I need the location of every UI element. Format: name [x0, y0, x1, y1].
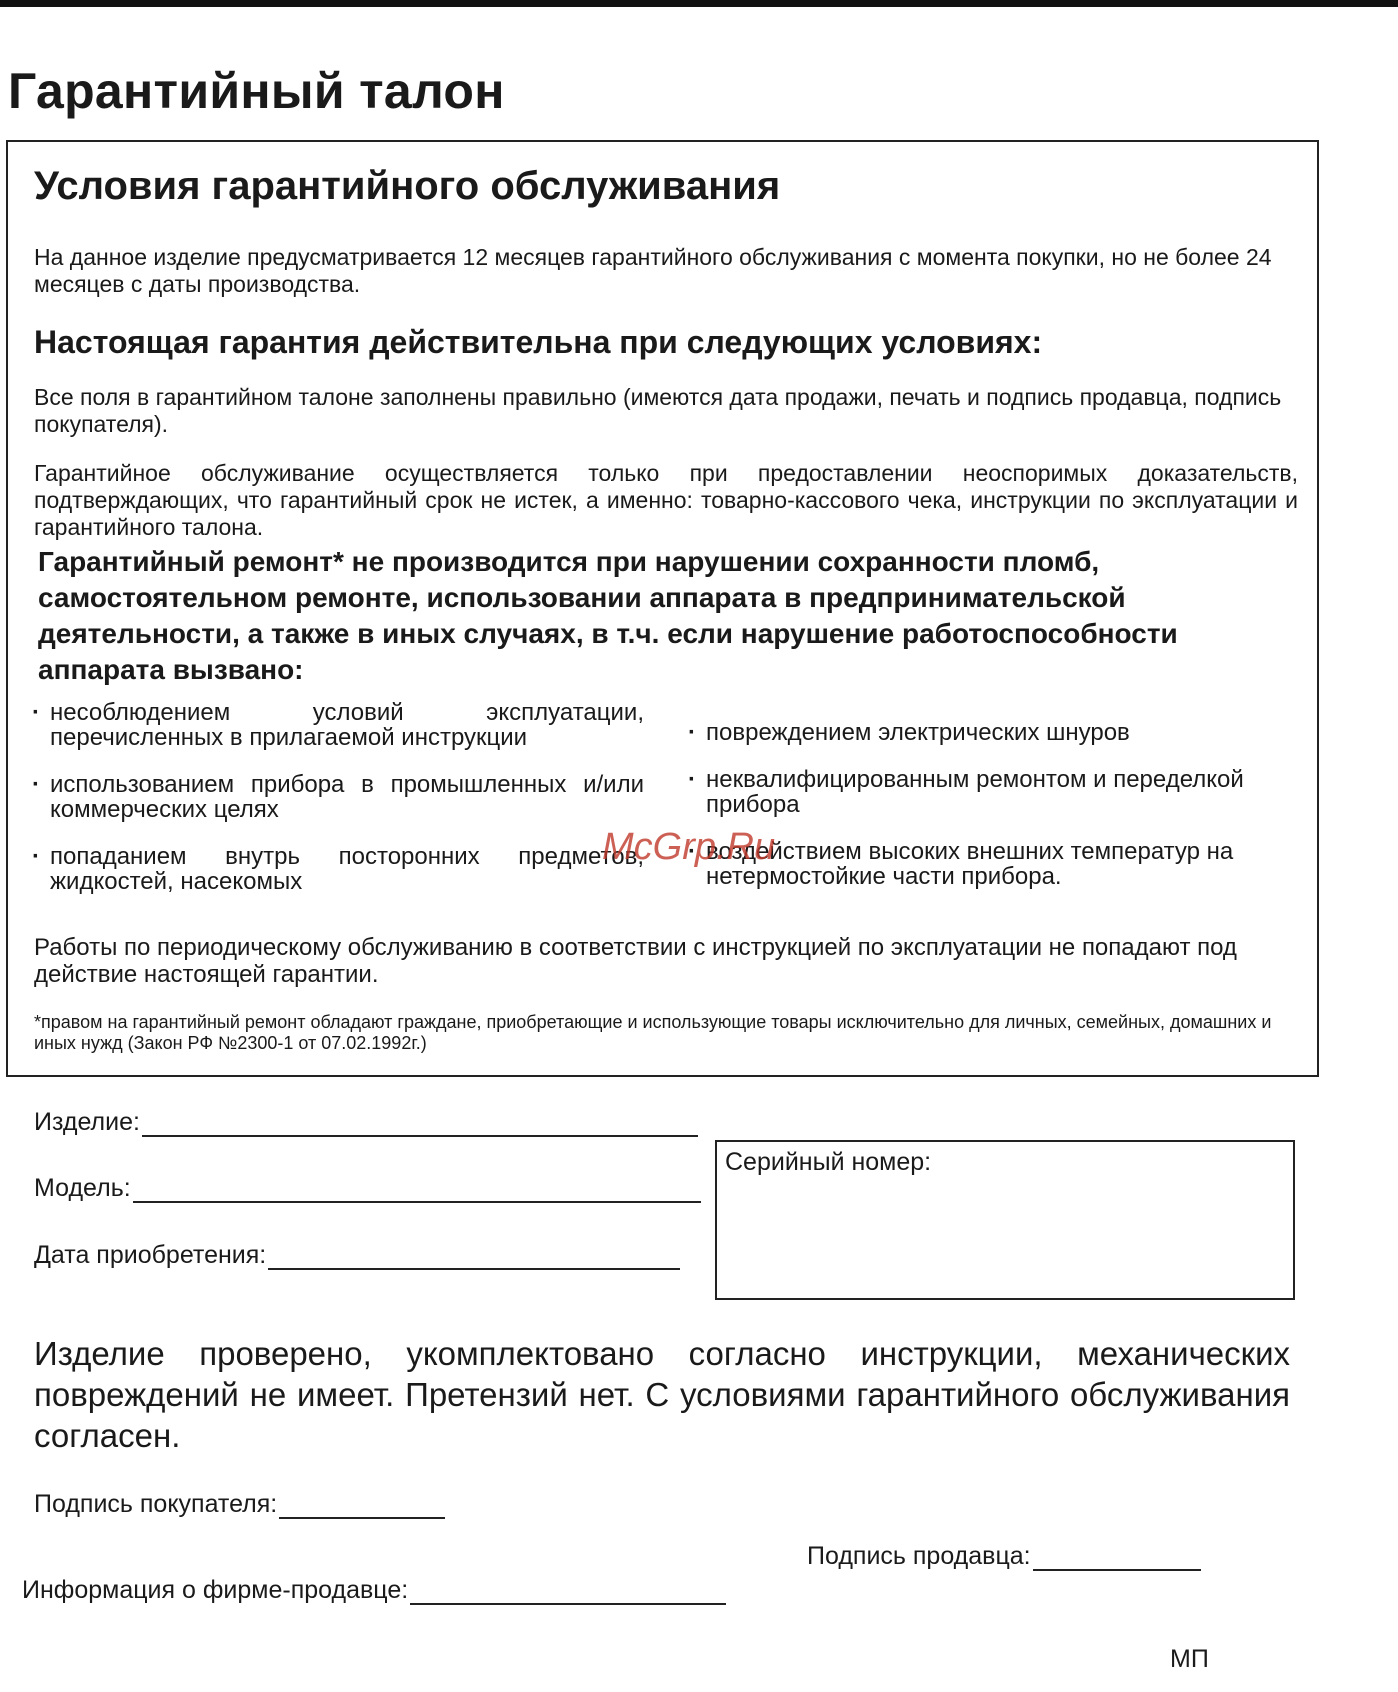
- serial-number-label: Серийный номер:: [725, 1148, 932, 1176]
- product-field[interactable]: [34, 1108, 698, 1137]
- purchase-date-label: Дата приобретения:: [34, 1241, 267, 1269]
- footnote: *правом на гарантийный ремонт обладают граждане, приобретающие и использующие товары исключительно для личных, семейных, домашних и иных нужд (Закон РФ №2300-1 от 07.02.1992г.): [34, 1012, 1272, 1053]
- validity-paragraph-fields: Все поля в гарантийном талоне заполнены правильно (имеются дата продажи, печать и подпись продавца, подпись покупателя).: [34, 384, 1282, 437]
- product-label: Изделие:: [34, 1108, 140, 1136]
- buyer-signature-field[interactable]: [34, 1490, 445, 1519]
- seller-signature-line[interactable]: [1033, 1543, 1201, 1571]
- purchase-date-field[interactable]: [34, 1241, 680, 1270]
- exclusion-text: Гарантийный ремонт* не производится при нарушении сохранности пломб, самостоятельном ремонте, использовании аппарата в предпринимательской деятельности, а также в иных случаях, в т.ч. если нарушение работоспособности аппарата вызвано:: [38, 546, 1178, 685]
- acceptance-statement: Изделие проверено, укомплектовано согласно инструкции, механических повреждений не имеет. Претензий нет. С условиями гарантийного обслуживания согласен.: [34, 1335, 1290, 1454]
- model-label: Модель:: [34, 1174, 131, 1202]
- causes-list-left: [32, 700, 644, 916]
- list-item: · воздействием высоких внешних температур на нетермостойкие части прибора.: [688, 839, 1318, 889]
- product-line[interactable]: [142, 1109, 698, 1137]
- causes-list-right: [688, 720, 1318, 911]
- stamp-place-label: МП: [1170, 1645, 1209, 1673]
- watermark-logo: McGrp.Ru: [602, 826, 776, 868]
- serial-number-box[interactable]: [715, 1140, 1295, 1300]
- purchase-date-line[interactable]: [268, 1242, 680, 1270]
- list-item: · несоблюдением условий эксплуатации, перечисленных в прилагаемой инструкции: [32, 700, 644, 750]
- seller-info-field[interactable]: [22, 1576, 726, 1605]
- warranty-period-text: На данное изделие предусматривается 12 месяцев гарантийного обслуживания с момента покупки, но не более 24 месяцев с даты производства.: [34, 244, 1272, 297]
- seller-signature-field[interactable]: [807, 1542, 1201, 1571]
- list-item: · повреждением электрических шнуров: [688, 720, 1318, 745]
- warranty-conditions-box: [6, 140, 1319, 1077]
- buyer-signature-label: Подпись покупателя:: [34, 1490, 278, 1518]
- model-line[interactable]: [133, 1175, 701, 1203]
- periodic-service-note: Работы по периодическому обслуживанию в соответствии с инструкцией по эксплуатации не попадают под действие настоящей гарантии.: [34, 934, 1237, 988]
- buyer-signature-line[interactable]: [279, 1491, 445, 1519]
- seller-signature-label: Подпись продавца:: [807, 1542, 1031, 1570]
- seller-info-label: Информация о фирме-продавце:: [22, 1576, 409, 1604]
- list-item: · использованием прибора в промышленных и/или коммерческих целях: [32, 772, 644, 822]
- model-field[interactable]: [34, 1174, 701, 1203]
- validity-paragraph-proof: Гарантийное обслуживание осуществляется только при предоставлении неоспоримых доказательств, подтверждающих, что гарантийный срок не истек, а именно: товарно-кассового чека, инструкции по эксплуатации и гарантийного талона.: [34, 460, 1298, 540]
- top-rule: [0, 0, 1398, 7]
- seller-info-line[interactable]: [410, 1577, 726, 1605]
- validity-heading: Настоящая гарантия действительна при следующих условиях:: [34, 324, 1043, 360]
- page-title: Гарантийный талон: [8, 63, 505, 119]
- list-item: · попаданием внутрь посторонних предметов, жидкостей, насекомых: [32, 844, 644, 894]
- list-item: · неквалифицированным ремонтом и переделкой прибора: [688, 767, 1318, 817]
- conditions-heading: Условия гарантийного обслуживания: [34, 164, 781, 208]
